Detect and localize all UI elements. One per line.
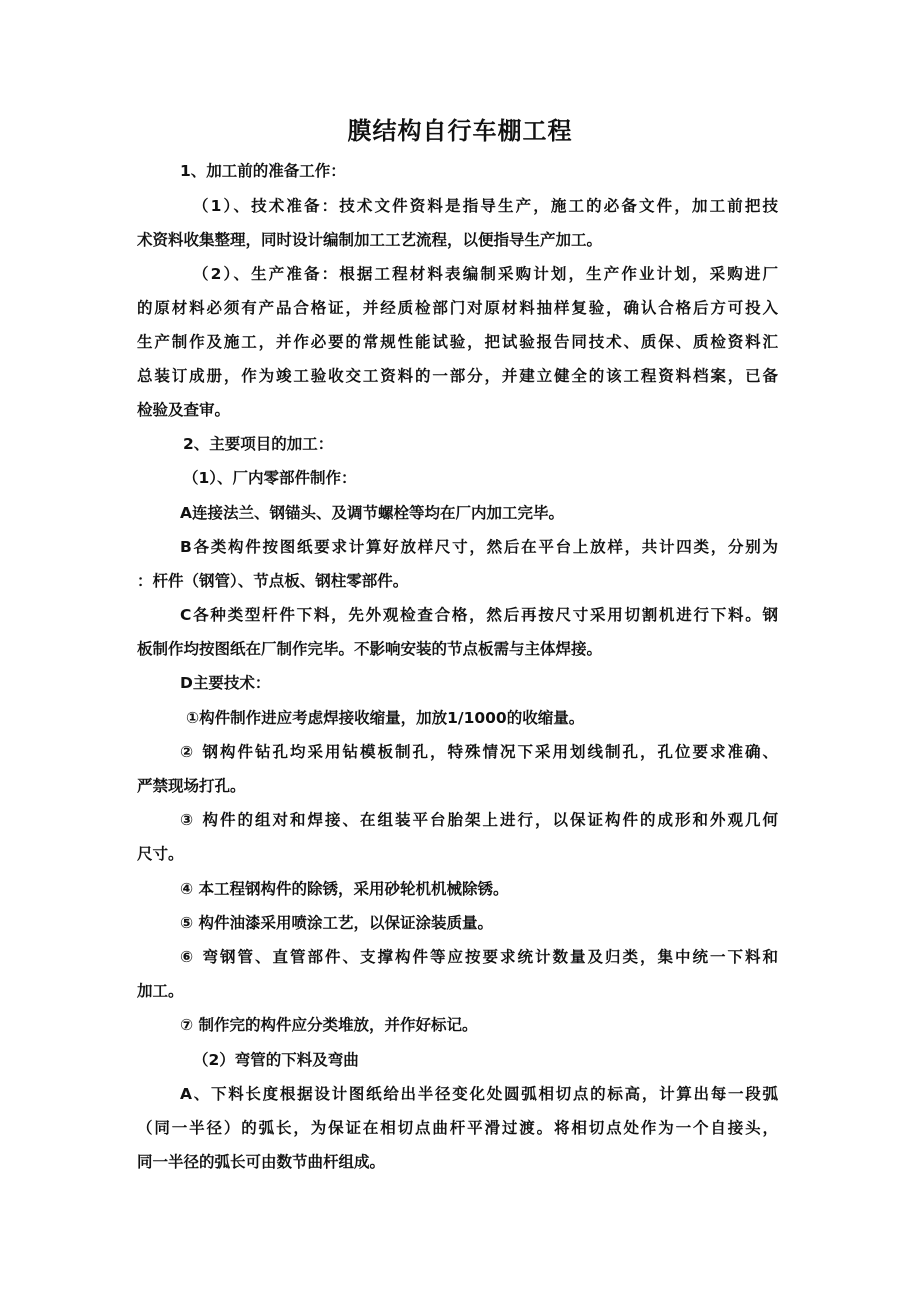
paragraph-line: 总装订成册，作为竣工验收交工资料的一部分，并建立健全的该工程资料档案，已备 (137, 367, 778, 385)
list-item: ③ 构件的组对和焊接、在组装平台胎架上进行，以保证构件的成形和外观几何 (180, 811, 778, 829)
list-item: ④ 本工程钢构件的除锈，采用砂轮机机械除锈。 (180, 880, 509, 898)
paragraph-line: A、下料长度根据设计图纸给出半径变化处圆弧相切点的标高，计算出每一段弧 (180, 1085, 778, 1103)
subsection-heading: （2）弯管的下料及弯曲 (193, 1051, 359, 1069)
paragraph-line: （2）、生产准备：根据工程材料表编制采购计划，生产作业计划，采购进厂 (193, 265, 778, 283)
paragraph-line: 尺寸。 (137, 845, 184, 863)
paragraph-line: 严禁现场打孔。 (137, 777, 246, 795)
paragraph-line: （1）、技术准备：技术文件资料是指导生产，施工的必备文件，加工前把技 (193, 197, 778, 215)
section-heading-1: 1、加工前的准备工作： (180, 162, 346, 180)
list-item: ⑦ 制作完的构件应分类堆放，并作好标记。 (180, 1016, 478, 1034)
section-heading-2: 2、主要项目的加工： (183, 435, 334, 453)
paragraph-line: 生产制作及施工，并作必要的常规性能试验，把试验报告同技术、质保、质检资料汇 (137, 333, 778, 351)
paragraph-line: 板制作均按图纸在厂制作完毕。不影响安装的节点板需与主体焊接。 (137, 640, 603, 658)
paragraph-line: 加工。 (137, 982, 184, 1000)
item-a: A连接法兰、钢锚头、及调节螺栓等均在厂内加工完毕。 (180, 504, 564, 522)
paragraph-line: （同一半径）的弧长，为保证在相切点曲杆平滑过渡。将相切点处作为一个自接头， (137, 1119, 778, 1137)
item-b: B各类构件按图纸要求计算好放样尺寸，然后在平台上放样，共计四类，分别为 (180, 538, 778, 556)
item-c: C各种类型杆件下料，先外观检查合格，然后再按尺寸采用切割机进行下料。钢 (180, 606, 778, 624)
document-title: 膜结构自行车棚工程 (347, 117, 573, 145)
list-item: ①构件制作进应考虑焊接收缩量，加放1/1000的收缩量。 (186, 709, 585, 727)
paragraph-line: 的原材料必须有产品合格证，并经质检部门对原材料抽样复验，确认合格后方可投入 (137, 299, 778, 317)
item-d: D主要技术： (180, 674, 271, 692)
subsection-heading: （1）、厂内零部件制作： (183, 469, 357, 487)
paragraph-line: 同一半径的弧长可由数节曲杆组成。 (137, 1153, 386, 1171)
paragraph-line: 术资料收集整理，同时设计编制加工工艺流程，以便指导生产加工。 (137, 231, 603, 249)
paragraph-line: 检验及查审。 (137, 401, 231, 419)
paragraph-line: ：杆件（钢管）、节点板、钢柱零部件。 (137, 572, 409, 590)
list-item: ⑥ 弯钢管、直管部件、支撑构件等应按要求统计数量及归类，集中统一下料和 (180, 948, 778, 966)
list-item: ⑤ 构件油漆采用喷涂工艺，以保证涂装质量。 (180, 914, 494, 932)
list-item: ② 钢构件钻孔均采用钻模板制孔，特殊情况下采用划线制孔，孔位要求准确、 (180, 743, 778, 761)
